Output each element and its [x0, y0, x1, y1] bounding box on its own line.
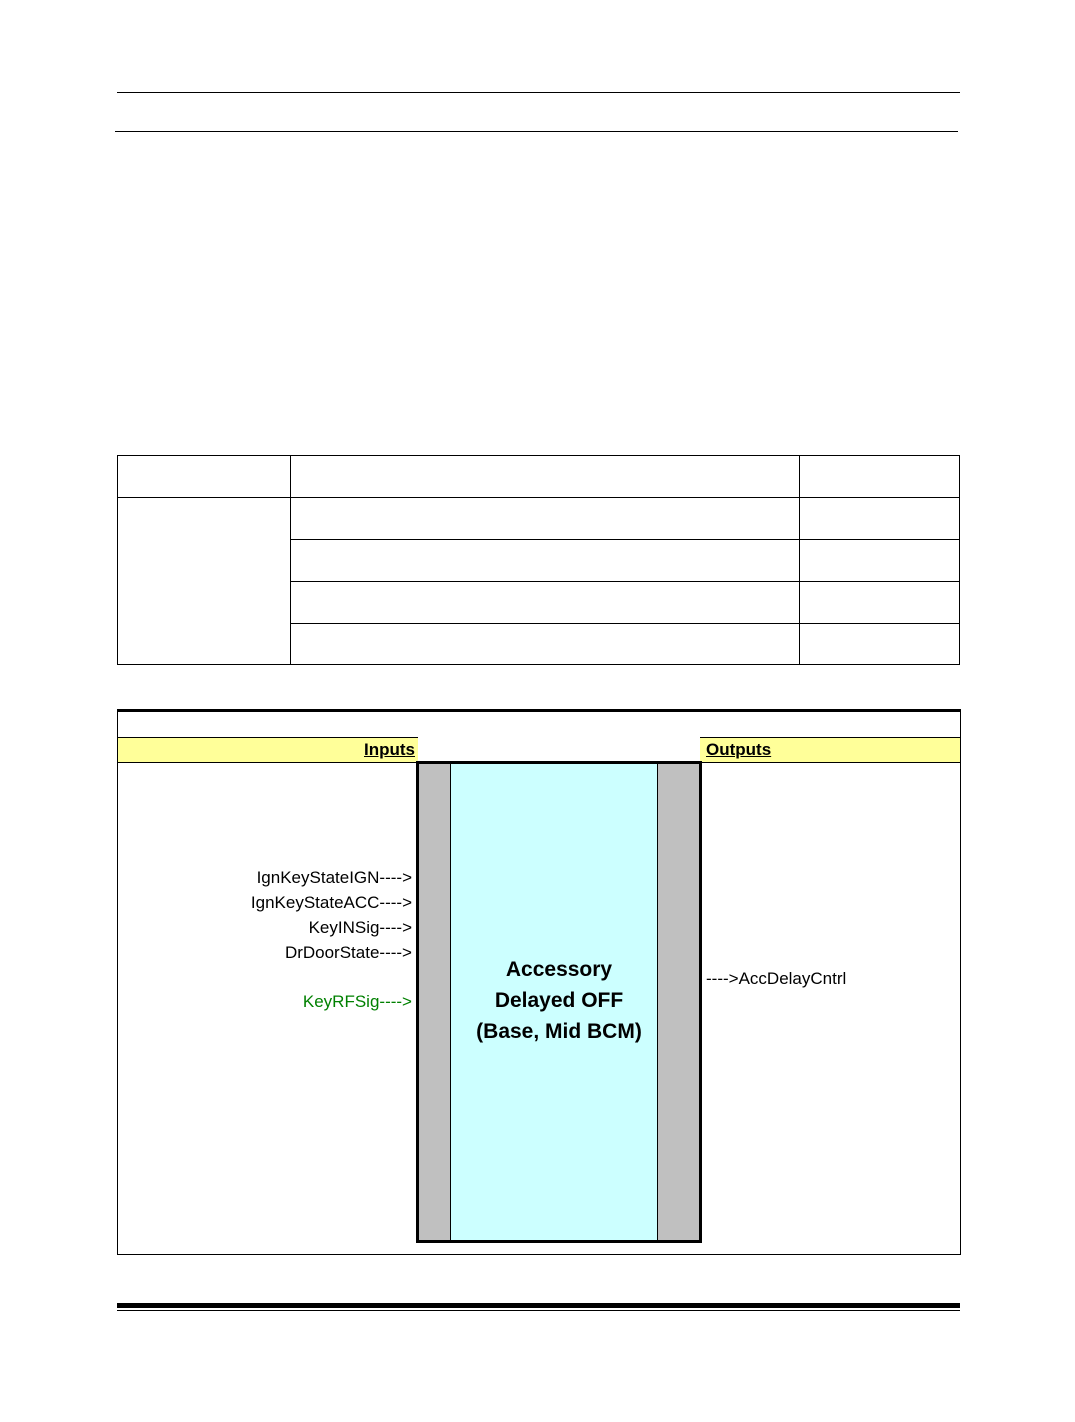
- footer-rule-thin: [117, 1310, 960, 1311]
- table-row-divider: [290, 581, 960, 582]
- output-signal: ---->AccDelayCntrl: [706, 969, 847, 988]
- block-title-line: (Base, Mid BCM): [476, 1020, 642, 1043]
- diagram-top-border: [118, 710, 960, 712]
- input-signal: IgnKeyStateACC---->: [250, 893, 412, 912]
- outputs-label: Outputs: [706, 740, 772, 759]
- header-rule-bottom: [115, 131, 958, 132]
- input-signal: DrDoorState---->: [284, 943, 412, 962]
- block-title-line: Delayed OFF: [494, 989, 624, 1012]
- table-row-divider: [290, 623, 960, 624]
- function-block: [416, 761, 702, 1243]
- header-rule-top: [117, 92, 960, 93]
- table-row-divider: [290, 539, 960, 540]
- table-col-divider: [799, 456, 800, 664]
- function-block-title: [419, 954, 699, 1047]
- inputs-header: [118, 737, 418, 763]
- empty-table: [117, 455, 960, 665]
- outputs-header: [700, 737, 961, 763]
- footer-rule-thick: [117, 1303, 960, 1308]
- block-diagram: [117, 709, 961, 1255]
- input-signal-optional: KeyRFSig---->: [302, 992, 412, 1011]
- input-signal: KeyINSig---->: [308, 918, 412, 937]
- block-title-line: Accessory: [505, 958, 613, 981]
- table-row-divider: [118, 497, 959, 498]
- inputs-label: Inputs: [364, 740, 415, 759]
- input-signal: IgnKeyStateIGN---->: [256, 868, 412, 887]
- table-col-divider: [290, 456, 291, 664]
